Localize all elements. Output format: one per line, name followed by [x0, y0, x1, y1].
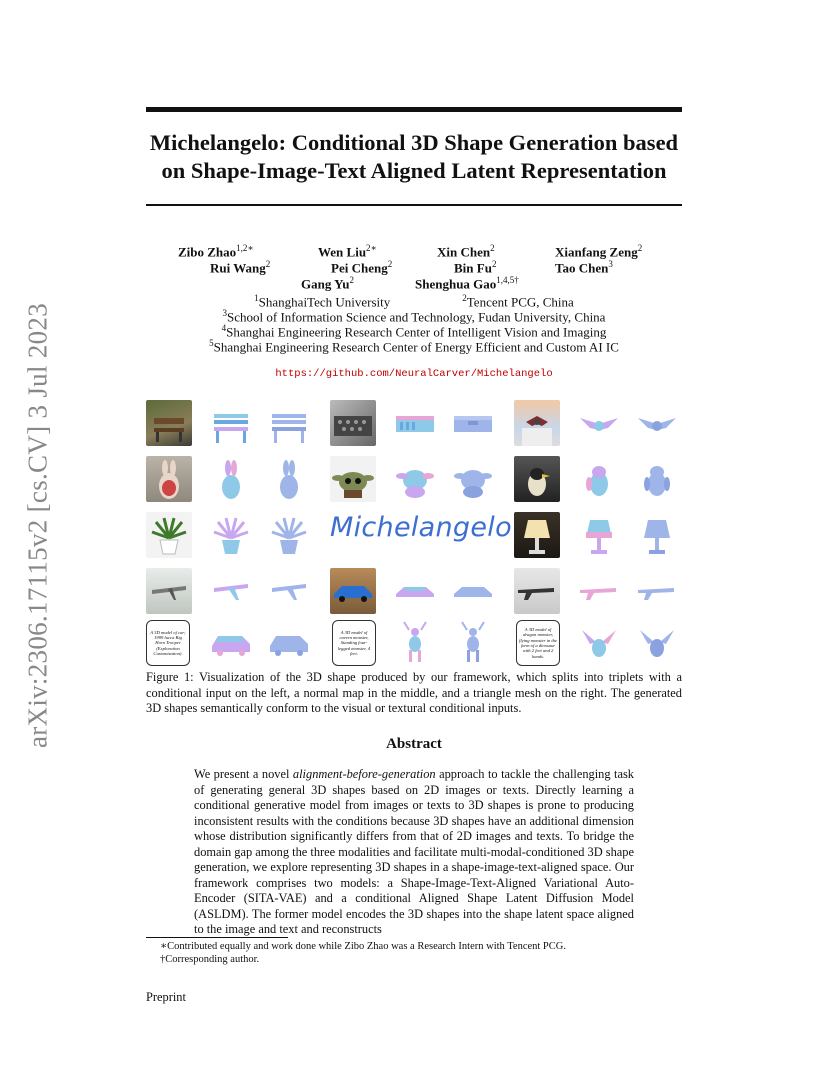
plant-mesh [266, 512, 312, 558]
rabbit-normal-map [208, 456, 254, 502]
dragon-mesh [634, 400, 680, 446]
author: Pei Cheng$^2$ [331, 259, 393, 276]
plant-normal-map [208, 512, 254, 558]
footnote-equal-contribution: ∗Contributed equally and work done while Zibo Zhao was a Research Intern with Tencent PCG. [160, 941, 566, 952]
flying-monster-mesh [634, 620, 680, 666]
plant-photo [146, 512, 192, 558]
floor-photo [330, 400, 376, 446]
penguin-photo [514, 456, 560, 502]
monster-text-prompt: A 3D model of cavern monster, Standing four-legged monster, 4 feet. [332, 620, 376, 666]
bench-photo [146, 400, 192, 446]
title-top-rule [146, 107, 682, 112]
rabbit-mesh [266, 456, 312, 502]
suv-mesh [266, 620, 312, 666]
title-line-1: Michelangelo: Conditional 3D Shape Generation based [149, 130, 679, 155]
author: Gang Yu$^2$ [301, 275, 355, 292]
author: Rui Wang$^2$ [210, 259, 271, 276]
abstract-body: We present a novel alignment-before-generation approach to tackle the challenging task of generating general 3D shapes based on 2D images or texts. Directly learning a conditional generative model from images or texts to 3D shapes is prone to producing inconsistent results with the conditions because 3D shapes have an additional dimension whose distribution significantly differs from that of 2D images and texts. To bridge the domain gap among the three modalities and facilitate multi-modal-conditioned 3D shape generation, we explore representing 3D shapes in a shape-image-text-aligned space. Our framework comprises two models: a Shape-Image-Text-Aligned Variational Auto-Encoder (SITA-VAE) and a conditional Aligned Shape Latent Diffusion Model (ASLDM). The former model encodes the 3D shapes into the shape latent space aligned to the image and text and reconstructs [194, 767, 634, 936]
house-mesh [450, 400, 496, 446]
github-link[interactable]: https://github.com/NeuralCarver/Michelangelo [275, 368, 553, 380]
author: Xianfang Zeng$^2$ [555, 243, 643, 260]
teaser-figure [144, 398, 686, 666]
affiliation-line-4: $^4$Shanghai Engineering Research Center of Intelligent Vision and Imaging [221, 323, 607, 340]
preprint-label: Preprint [146, 990, 186, 1004]
dragon-text-prompt: A 3D model of dragon monster, flying monster in the form of a dinosaur with 2 feet and 2 hands. [516, 620, 560, 666]
house-normal-map [392, 400, 438, 446]
affiliation-line-1: $^1$ShanghaiTech University $^2$Tencent PCG, China [254, 293, 574, 310]
author: Shenghua Gao$^{1,4,5\dagger}$ [415, 275, 519, 292]
dragon-render-photo [514, 400, 560, 446]
race-car-mesh [450, 568, 496, 614]
lamp-photo [514, 512, 560, 558]
author: Bin Fu$^2$ [454, 259, 497, 276]
yoda-normal-map [392, 456, 438, 502]
dragon-normal-map [576, 400, 622, 446]
bench-normal-map [208, 400, 254, 446]
figure-caption: Figure 1: Visualization of the 3D shape produced by our framework, which splits into triplets with a conditional input on the left, a normal map in the middle, and a triangle mesh on the right. The generated 3D shapes semantically conform to the visual or textural conditional inputs. [146, 670, 682, 715]
author: Zibo Zhao$^{1,2∗}$ [178, 243, 254, 260]
rifle-photo [514, 568, 560, 614]
yoda-photo [330, 456, 376, 502]
affiliation-line-3: $^3$School of Information Science and Technology, Fudan University, China [222, 308, 606, 325]
monster-normal-map [392, 620, 438, 666]
author: Tao Chen$^3$ [555, 259, 613, 276]
arxiv-stamp: arXiv:2306.17115v2 [cs.CV] 3 Jul 2023 [22, 302, 53, 749]
title-line-2: on Shape-Image-Text Aligned Latent Representation [161, 158, 667, 183]
flying-monster-normal-map [576, 620, 622, 666]
race-car-photo [330, 568, 376, 614]
footnote-rule [146, 937, 288, 938]
michelangelo-logo: Michelangelo [330, 512, 512, 543]
lamp-normal-map [576, 512, 622, 558]
airplane-mesh [266, 568, 312, 614]
affiliation-line-5: $^5$Shanghai Engineering Research Center of Energy Efficient and Custom AI IC [209, 338, 619, 355]
title-bottom-rule [146, 204, 682, 206]
rifle-normal-map [576, 568, 622, 614]
lamp-mesh [634, 512, 680, 558]
airplane-normal-map [208, 568, 254, 614]
suv-normal-map [208, 620, 254, 666]
abstract-heading: Abstract [386, 736, 442, 752]
yoda-mesh [450, 456, 496, 502]
rabbit-photo [146, 456, 192, 502]
footnotes [160, 940, 566, 966]
paper-title [146, 129, 682, 185]
author: Xin Chen$^2$ [437, 243, 495, 260]
footnote-corresponding: †Corresponding author. [160, 954, 260, 965]
penguin-normal-map [576, 456, 622, 502]
author: Wen Liu$^{2∗}$ [318, 243, 377, 260]
airplane-photo [146, 568, 192, 614]
penguin-mesh [634, 456, 680, 502]
bench-mesh [266, 400, 312, 446]
car-text-prompt: A 3D model of car; 1999 lucca Big Horn Trooper (Exploration Customization). [146, 620, 190, 666]
monster-mesh [450, 620, 496, 666]
race-car-normal-map [392, 568, 438, 614]
rifle-mesh [634, 568, 680, 614]
